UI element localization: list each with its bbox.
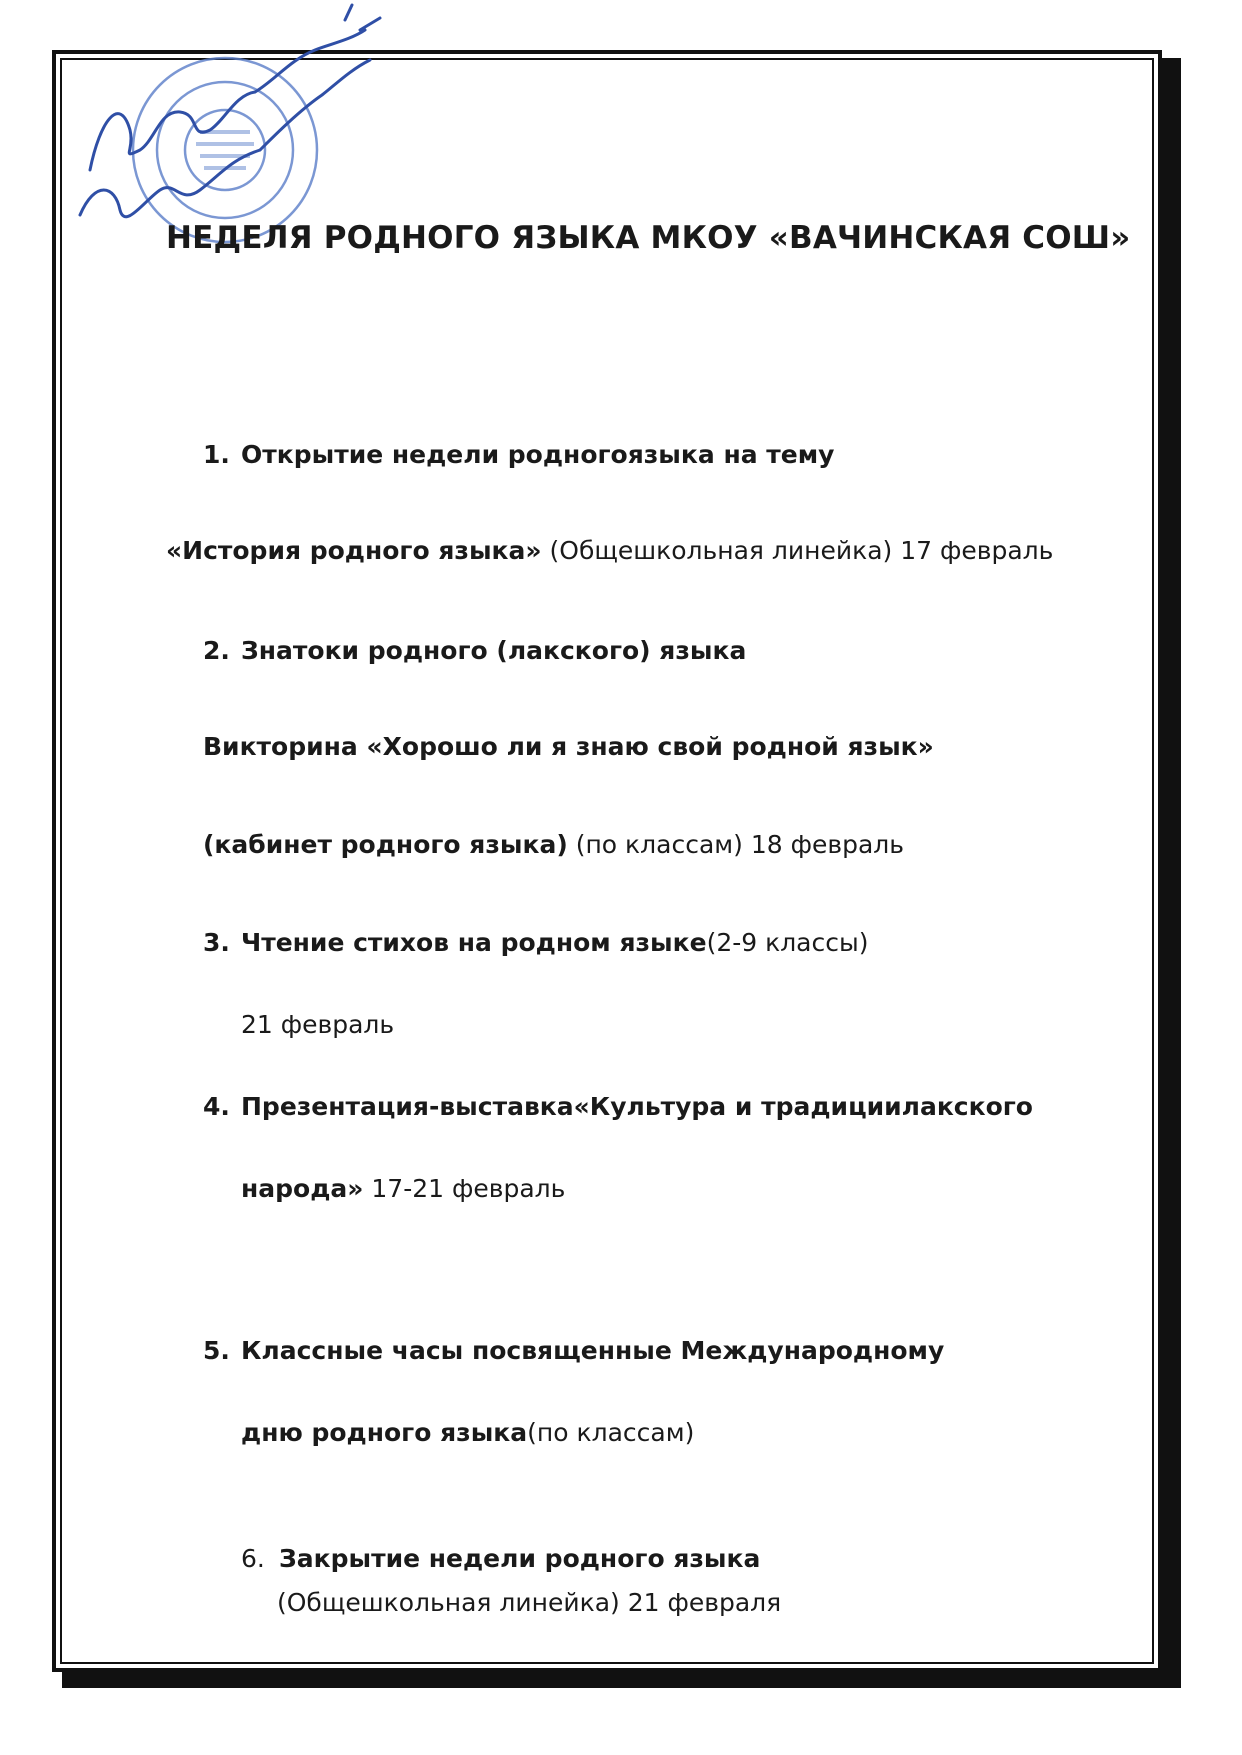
- list-item-1-heading: Открытие недели родногоязыка на тему: [241, 440, 835, 469]
- list-item-4-topic-end: народа»: [241, 1174, 364, 1203]
- list-item-2-details: (по классам) 18 февраль: [567, 830, 904, 859]
- list-item-6-details: (Общешкольная линейка) 21 февраля: [277, 1588, 782, 1617]
- list-item-5-number: 5.: [203, 1336, 230, 1365]
- list-item-6-heading: Закрытие недели родного языка: [279, 1544, 761, 1573]
- list-item-1-topic: «История родного языка»: [166, 536, 542, 565]
- list-item-6-number: 6.: [241, 1544, 265, 1573]
- list-item-4-line-1: [203, 1092, 1033, 1121]
- list-item-3-heading: Чтение стихов на родном языке: [241, 928, 707, 957]
- list-item-6-line-1: [241, 1544, 760, 1573]
- list-item-3-classes: (2-9 классы): [706, 928, 869, 957]
- list-item-4-heading: Презентация-выставка«Культура и традициилакского: [241, 1092, 1033, 1121]
- list-item-4-dates: 17-21 февраль: [363, 1174, 566, 1203]
- list-item-5-line-1: [203, 1336, 944, 1365]
- list-item-3-line-1: [203, 928, 868, 957]
- list-item-5-classes: (по классам): [527, 1418, 695, 1447]
- list-item-3-number: 3.: [203, 928, 230, 957]
- list-item-4-line-2: [241, 1174, 565, 1203]
- list-item-2-number: 2.: [203, 636, 230, 665]
- list-item-2-line-1: [203, 636, 746, 665]
- list-item-2-heading: Знатоки родного (лакского) языка: [241, 636, 747, 665]
- list-item-5-heading: Классные часы посвященные Международному: [241, 1336, 945, 1365]
- list-item-2-location: (кабинет родного языка): [203, 830, 568, 859]
- list-item-1-number: 1.: [203, 440, 230, 469]
- list-item-3-date: 21 февраль: [241, 1010, 395, 1039]
- page-title: НЕДЕЛЯ РОДНОГО ЯЗЫКА МКОУ «ВАЧИНСКАЯ СОШ»: [166, 220, 1131, 256]
- list-item-1-details: (Общешкольная линейка) 17 февраль: [541, 536, 1054, 565]
- list-item-2-line-3: [203, 830, 904, 859]
- list-item-5-topic: дню родного языка: [241, 1418, 528, 1447]
- list-item-5-line-2: [241, 1418, 694, 1447]
- list-item-1-line-1: [203, 440, 834, 469]
- list-item-4-number: 4.: [203, 1092, 230, 1121]
- list-item-2-line-2: Викторина «Хорошо ли я знаю свой родной язык»: [203, 732, 934, 761]
- list-item-1-line-2: [166, 536, 1053, 565]
